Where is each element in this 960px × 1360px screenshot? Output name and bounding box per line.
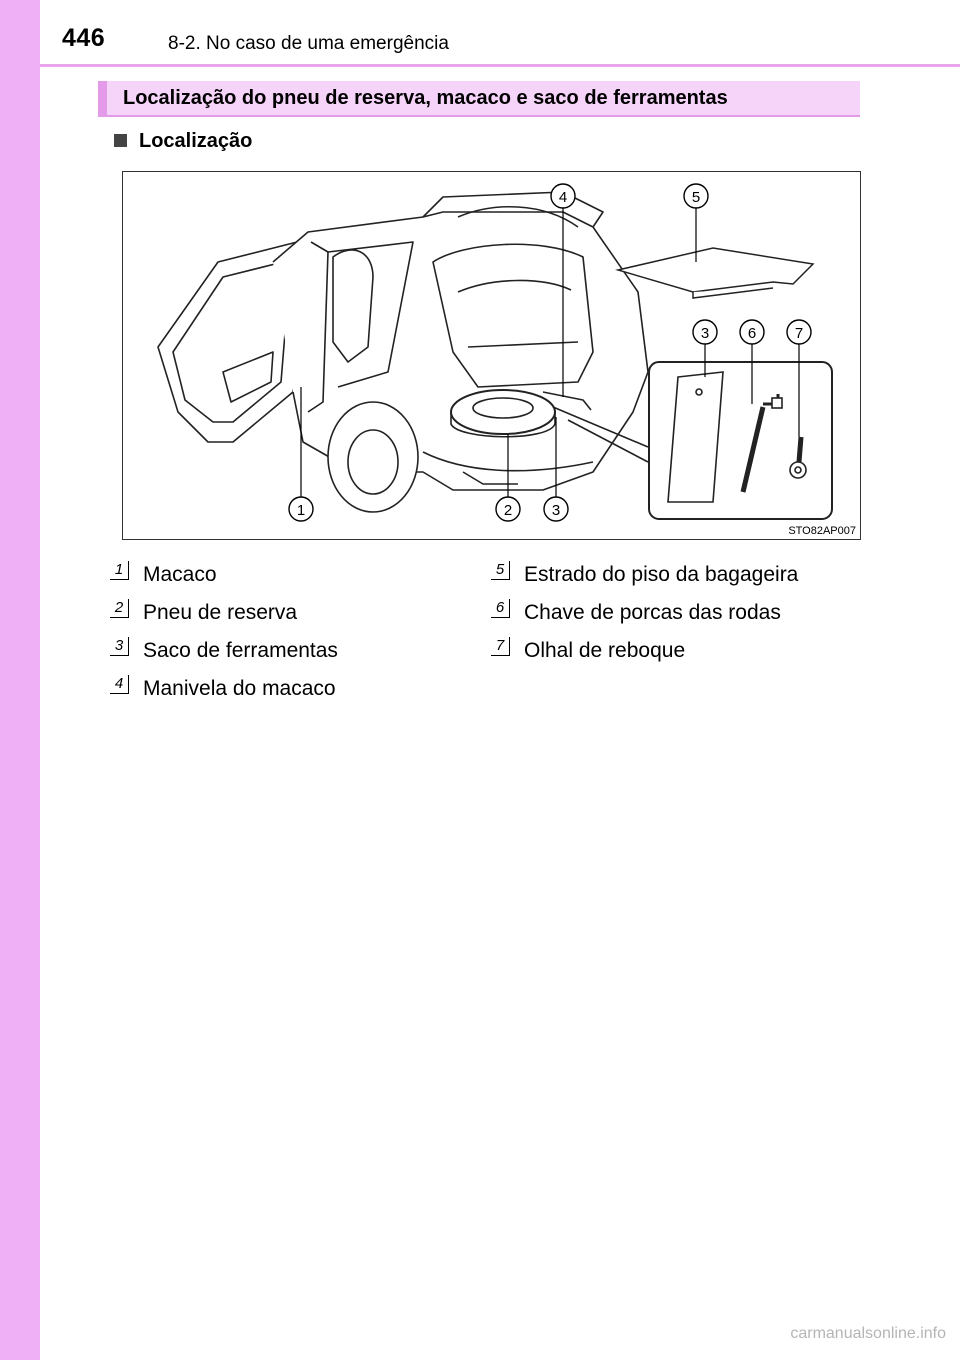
- legend-number: 5: [491, 561, 510, 580]
- svg-text:5: 5: [691, 189, 701, 206]
- callout-1: [289, 497, 313, 521]
- legend-number: 6: [491, 599, 510, 618]
- callout-3: [544, 497, 568, 521]
- legend-label: Chave de porcas das rodas: [524, 601, 781, 624]
- subsection-heading: [114, 130, 252, 153]
- watermark: carmanualsonline.info: [790, 1325, 946, 1342]
- section-label: 8-2. No caso de uma emergência: [168, 33, 449, 54]
- legend-number: 1: [110, 561, 129, 580]
- legend-number: 2: [110, 599, 129, 618]
- callout-5: [684, 184, 708, 208]
- svg-text:7: 7: [794, 325, 804, 342]
- legend-label: Manivela do macaco: [143, 677, 336, 700]
- side-color-band: [0, 0, 40, 1360]
- section-title-bar: [98, 81, 860, 117]
- subsection-heading-text: Localização: [139, 130, 253, 152]
- legend-number: 3: [110, 637, 129, 656]
- legend-number: 7: [491, 637, 510, 656]
- svg-text:1: 1: [296, 502, 306, 519]
- callout-7: [787, 320, 811, 344]
- callout-3-inset: [693, 320, 717, 344]
- callout-2: [496, 497, 520, 521]
- callout-4: [551, 184, 575, 208]
- svg-text:2: 2: [503, 502, 513, 519]
- location-illustration: [122, 171, 861, 540]
- legend-label: Pneu de reserva: [143, 601, 298, 624]
- legend-label: Olhal de reboque: [524, 639, 686, 662]
- figure-id: STO82AP007: [788, 525, 856, 537]
- luggage-board-illustration: [618, 248, 813, 298]
- page-number: 446: [62, 24, 106, 52]
- legend-number: 4: [110, 675, 129, 694]
- svg-text:4: 4: [558, 189, 568, 206]
- legend-label: Saco de ferramentas: [143, 639, 338, 662]
- tools-inset: [649, 362, 832, 519]
- svg-text:3: 3: [700, 325, 710, 342]
- section-title: Localização do pneu de reserva, macaco e saco de ferramentas: [123, 87, 728, 109]
- car-diagram: [123, 172, 859, 538]
- square-bullet-icon: [114, 134, 127, 147]
- legend-label: Macaco: [143, 563, 217, 586]
- car-body-illustration: [158, 192, 648, 512]
- header-divider: [40, 64, 960, 67]
- legend-label: Estrado do piso da bagageira: [524, 563, 799, 586]
- svg-text:6: 6: [747, 325, 757, 342]
- callout-6: [740, 320, 764, 344]
- svg-text:3: 3: [551, 502, 561, 519]
